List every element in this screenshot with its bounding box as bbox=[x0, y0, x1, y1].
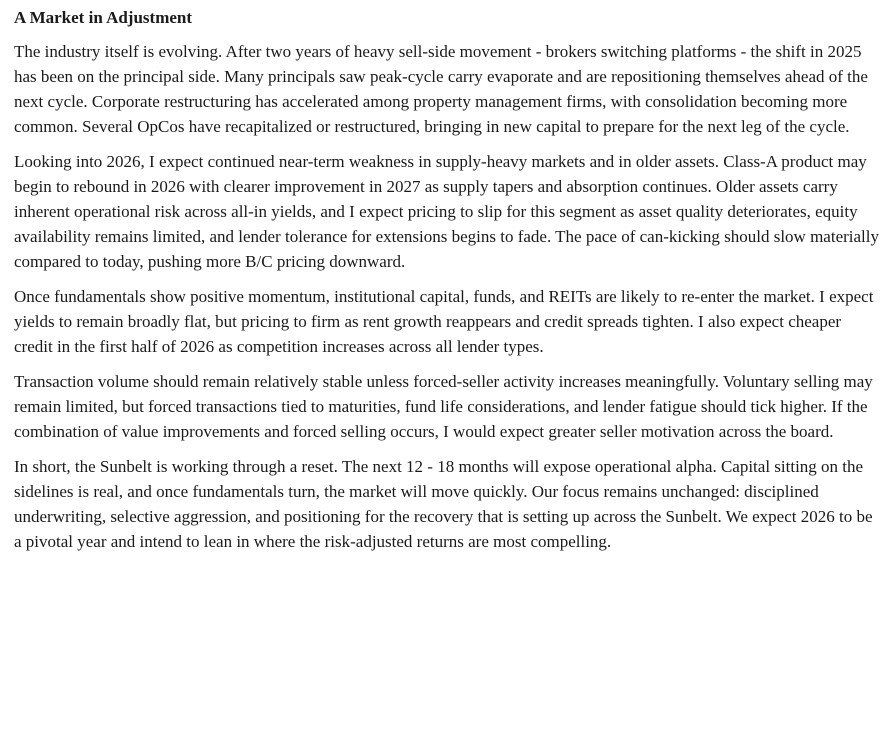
paragraph-in-short: In short, the Sunbelt is working through a reset. The next 12 - 18 months will expose operational alpha. Capital sitting on the sidelines is real, and once fundamentals turn, the market will move quickly. Our focus remains unchanged: disciplined underwriting, selective aggression, and positioning for the recovery that is setting up across the Sunbelt. We expect 2026 to be a pivotal year and intend to lean in where the risk-adjusted returns are most compelling. bbox=[14, 457, 873, 551]
paragraph-fundamentals-momentum: Once fundamentals show positive momentum, institutional capital, funds, and REITs are likely to re-enter the market. I expect yields to remain broadly flat, but pricing to firm as rent growth reappears and credit spreads tighten. I also expect cheaper credit in the first half of 2026 as competition increases across all lender types. bbox=[14, 287, 874, 356]
article-heading: A Market in Adjustment bbox=[14, 8, 193, 27]
paragraph-transaction-volume: Transaction volume should remain relatively stable unless forced-seller activity increases meaningfully. Voluntary selling may remain limited, but forced transactions tied to maturities, fund life considerations, and lender fatigue should tick higher. If the combination of value improvements and forced selling occurs, I would expect greater seller motivation across the board. bbox=[14, 372, 873, 441]
paragraph-industry-evolving: The industry itself is evolving. After two years of heavy sell-side movement - brokers switching platforms - the shift in 2025 has been on the principal side. Many principals saw peak-cycle carry evaporate and are repositioning themselves ahead of the next cycle. Corporate restructuring has accelerated among property management firms, with consolidation becoming more common. Several OpCos have recapitalized or restructured, bringing in new capital to prepare for the next leg of the cycle. bbox=[14, 42, 868, 136]
paragraph-looking-into-2026: Looking into 2026, I expect continued near-term weakness in supply-heavy markets and in older assets. Class-A product may begin to rebound in 2026 with clearer improvement in 2027 as supply tapers and absorption continues. Older assets carry inherent operational risk across all-in yields, and I expect pricing to slip for this segment as asset quality deteriorates, equity availability remains limited, and lender tolerance for extensions begins to fade. The pace of can-kicking should slow materially compared to today, pushing more B/C pricing downward. bbox=[14, 152, 879, 271]
